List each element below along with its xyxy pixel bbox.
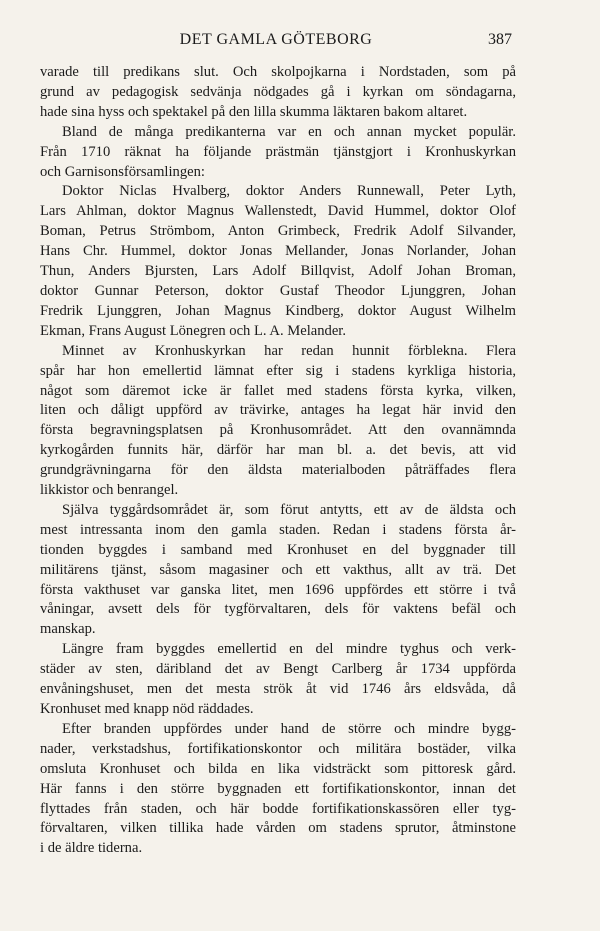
text-line: våningar, avsett dels för tygförvaltaren, dels för vaktens befäl och	[40, 601, 516, 618]
text-line: Thun, Anders Bjursten, Lars Adolf Billqvist, Adolf Johan Broman,	[40, 263, 516, 280]
text-line: spår har hon emellertid lämnat efter sig i stadens kyrkliga historia,	[40, 362, 516, 379]
text-line: första begravningsplatsen på Kronhusområdet. Att den ovannämnda	[40, 422, 516, 439]
text-line: Bland de många predikanterna var en och annan mycket populär.	[62, 123, 516, 140]
text-line: Fredrik Ljunggren, Johan Magnus Kindberg, doktor August Wilhelm	[40, 302, 516, 319]
page-number: 387	[488, 31, 512, 48]
text-line: Boman, Petrus Strömbom, Anton Grimbeck, Fredrik Adolf Silvander,	[40, 223, 516, 240]
text-line: flyttades från staden, och här bodde fortifikationskassören eller tyg-	[40, 800, 516, 817]
text-line: städer av sten, däribland det av Bengt Carlberg år 1734 uppförda	[40, 661, 516, 678]
paragraph	[40, 501, 516, 640]
text-line: Från 1710 räknat ha följande prästmän tjänstgjort i Kronhuskyrkan	[40, 143, 516, 160]
text-line: Kronhuset med knapp nöd räddades.	[40, 701, 254, 717]
text-line: grundgrävningarna för den äldsta materialboden påträffades flera	[40, 462, 516, 479]
paragraph	[40, 123, 516, 183]
text-line: Här fanns i den större byggnaden ett fortifikationskontor, innan det	[40, 780, 516, 797]
text-line: i de äldre tiderna.	[40, 840, 143, 857]
text-line: kyrkogården funnits här, därför har man bl. a. det bevis, att vid	[40, 442, 516, 459]
text-line: hade sina hyss och spektakel på den lilla skumma läktaren bakom altaret.	[40, 103, 468, 120]
text-line: liten och dåligt uppförd av trävirke, antages ha legat här invid den	[40, 402, 516, 419]
text-line: varade till predikans slut. Och skolpojkarna i Nordstaden, som på	[40, 64, 516, 80]
text-line: och Garnisonsförsamlingen:	[40, 163, 205, 180]
text-line: Själva tyggårdsområdet är, som förut antytts, ett av de äldsta och	[62, 501, 516, 518]
text-line: Minnet av Kronhuskyrkan har redan hunnit förblekna. Flera	[62, 342, 516, 359]
text-line: Doktor Niclas Hvalberg, doktor Anders Runnewall, Peter Lyth,	[62, 183, 516, 200]
text-line: omsluta Kronhuset och bilda en lika vidsträckt som pittoresk gård.	[40, 760, 516, 777]
text-line: envåningshuset, men det mesta strök åt vid 1746 års eldsvåda, då	[40, 681, 516, 698]
text-line: Hans Chr. Hummel, doktor Jonas Mellander, Jonas Norlander, Johan	[40, 243, 516, 260]
paragraph	[40, 720, 516, 859]
text-line: doktor Gunnar Peterson, doktor Gustaf Theodor Ljunggren, Johan	[40, 282, 516, 299]
text-line: likkistor och benrangel.	[40, 482, 179, 499]
running-head	[40, 31, 512, 51]
text-line: Efter branden uppfördes under hand de större och mindre bygg-	[62, 720, 516, 737]
body-text	[40, 63, 516, 859]
paragraph	[40, 640, 516, 720]
text-line: nader, verkstadshus, fortifikationskontor och militära bostäder, vilka	[40, 740, 516, 757]
running-title: DET GAMLA GÖTEBORG	[179, 31, 373, 48]
text-line: något som däremot icke är fallet med stadens första kyrka, vilken,	[40, 382, 516, 399]
text-line: Längre fram byggdes emellertid en del mindre tyghus och verk-	[62, 641, 516, 658]
text-line: första vakthuset var ganska litet, men 1696 uppfördes ett större i två	[40, 581, 516, 598]
paragraph	[40, 342, 516, 501]
paragraph	[40, 63, 516, 123]
text-line: mest intressanta inom den gamla staden. Redan i stadens första år-	[40, 521, 516, 538]
text-line: förvaltaren, vilken tillika hade vården om stadens sprutor, åtminstone	[40, 820, 516, 837]
text-line: tionden byggdes i samband med Kronhuset en del byggnader till	[40, 541, 516, 558]
text-line: Lars Ahlman, doktor Magnus Wallenstedt, David Hummel, doktor Olof	[40, 203, 516, 220]
text-line: militärens tjänst, såsom magasiner och ett vakthus, allt av trä. Det	[40, 561, 516, 578]
text-line: manskap.	[40, 621, 96, 638]
paragraph	[40, 182, 516, 341]
text-line: grund av pedagogisk sedvänja nödgades gå i kyrkan om söndagarna,	[40, 83, 516, 100]
text-line: Ekman, Frans August Lönegren och L. A. Melander.	[40, 322, 347, 339]
